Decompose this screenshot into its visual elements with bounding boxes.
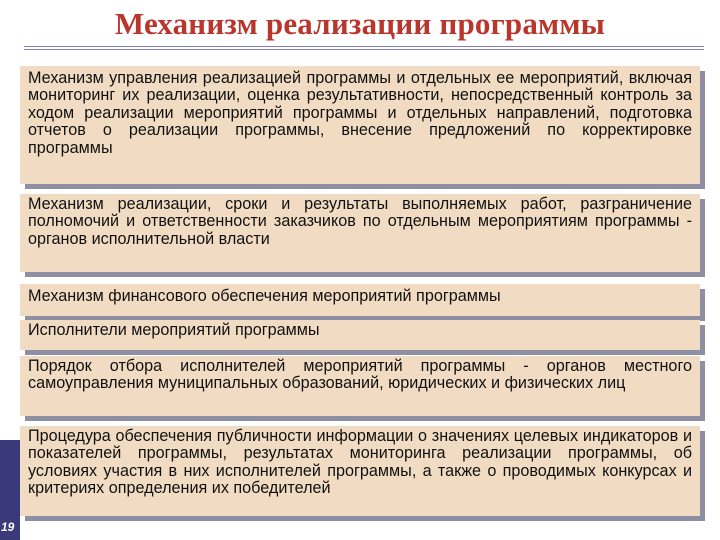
page-number: 19: [1, 520, 15, 534]
mechanism-item-publicity: [20, 426, 700, 516]
mechanism-item-executors: [20, 320, 700, 350]
mechanism-item-management: [20, 66, 700, 184]
item-text: Исполнители мероприятий программы: [28, 321, 320, 339]
item-text: Порядок отбора исполнителей мероприятий программы - органов местного самоуправления муниципальных образований, юридических и физических лиц: [28, 357, 692, 393]
mechanism-item-financing: [20, 284, 700, 316]
item-text: Процедура обеспечения публичности информации о значениях целевых индикаторов и показателей программы, результатах мониторинга реализации программы, об условиях участия в них исполнителей программы, а также о проводимых конкурсах и критериях определения их победителей: [28, 427, 692, 498]
slide-title: Механизм реализации программы: [114, 6, 606, 41]
item-text: Механизм управления реализацией программы и отдельных ее мероприятий, включая мониторинг их реализации, оценка результативности, непосредственный контроль за ходом реализации мероприятий программы и отдельных направлений, подготовка отчетов о реализации программы, внесение предложений по корректировке программы: [28, 69, 692, 157]
mechanism-item-selection: [20, 356, 700, 416]
item-text: Механизм реализации, сроки и результаты выполняемых работ, разграничение полномочий и ответственности заказчиков по отдельным мероприятиям программы - органов исполнительной власти: [28, 195, 692, 248]
mechanism-item-implementation: [20, 194, 700, 272]
item-text: Механизм финансового обеспечения мероприятий программы: [28, 287, 501, 305]
title-divider: [24, 46, 704, 50]
